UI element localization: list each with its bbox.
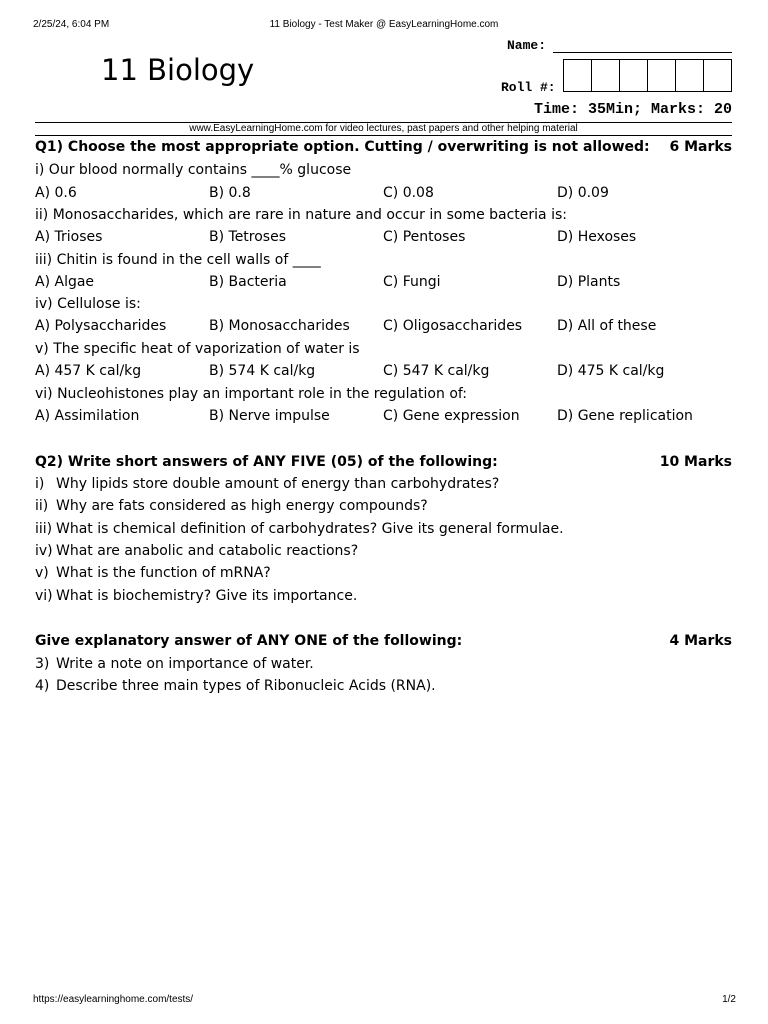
page-number: 1/2: [722, 994, 736, 1005]
print-doc-title: 11 Biology - Test Maker @ EasyLearningHome.com: [269, 19, 499, 30]
question-text: Write a note on importance of water.: [56, 656, 314, 672]
mcq-option: A) 0.6: [35, 185, 77, 201]
mcq-option: B) Monosaccharides: [209, 318, 350, 334]
roll-number-boxes: [564, 59, 732, 92]
mcq-question: i) Our blood normally contains ____% glucose: [35, 162, 352, 178]
mcq-option: C) 0.08: [383, 185, 434, 201]
roll-label: Roll #:: [501, 80, 556, 95]
question-number: iii): [35, 521, 53, 537]
q1-heading: Q1) Choose the most appropriate option. Cutting / overwriting is not allowed:: [35, 139, 650, 155]
mcq-option: C) Oligosaccharides: [383, 318, 523, 334]
mcq-option: A) Algae: [35, 274, 95, 290]
q3-marks: 4 Marks: [669, 633, 732, 649]
long-question: [35, 656, 314, 672]
question-number: ii): [35, 498, 49, 514]
mcq-question: vi) Nucleohistones play an important role in the regulation of:: [35, 386, 468, 402]
question-number: iv): [35, 543, 53, 559]
mcq-question: iv) Cellulose is:: [35, 296, 141, 312]
roll-digit-box[interactable]: [563, 59, 592, 92]
mcq-option: A) 457 K cal/kg: [35, 363, 142, 379]
long-question: [35, 678, 436, 694]
question-text: What is chemical definition of carbohydrates? Give its general formulae.: [56, 521, 564, 537]
roll-digit-box[interactable]: [619, 59, 648, 92]
question-number: i): [35, 476, 45, 492]
mcq-option: C) Fungi: [383, 274, 441, 290]
short-question: [35, 521, 564, 537]
short-question: [35, 588, 357, 604]
question-text: Describe three main types of Ribonucleic Acids (RNA).: [56, 678, 436, 694]
mcq-option: A) Polysaccharides: [35, 318, 167, 334]
mcq-option: D) Hexoses: [557, 229, 637, 245]
mcq-option: C) Gene expression: [383, 408, 520, 424]
mcq-option: C) Pentoses: [383, 229, 466, 245]
short-question: [35, 476, 499, 492]
mcq-option: D) Plants: [557, 274, 621, 290]
mcq-question: ii) Monosaccharides, which are rare in nature and occur in some bacteria is:: [35, 207, 567, 223]
name-label: Name:: [507, 38, 547, 53]
q3-heading: Give explanatory answer of ANY ONE of the following:: [35, 633, 463, 649]
mcq-option: D) All of these: [557, 318, 657, 334]
question-text: Why lipids store double amount of energy than carbohydrates?: [56, 476, 500, 492]
question-text: What are anabolic and catabolic reactions?: [56, 543, 359, 559]
question-number: 3): [35, 656, 50, 672]
question-number: v): [35, 565, 49, 581]
mcq-question: iii) Chitin is found in the cell walls of ____: [35, 252, 321, 268]
print-url: https://easylearninghome.com/tests/: [33, 994, 194, 1005]
roll-digit-box[interactable]: [675, 59, 704, 92]
mcq-option: B) Tetroses: [209, 229, 287, 245]
question-number: 4): [35, 678, 50, 694]
q2-heading-row: [35, 454, 732, 470]
website-banner: www.EasyLearningHome.com for video lectures, past papers and other helping material: [35, 122, 732, 136]
mcq-option: C) 547 K cal/kg: [383, 363, 490, 379]
q1-heading-row: [35, 139, 732, 155]
mcq-option: A) Assimilation: [35, 408, 140, 424]
mcq-option: D) Gene replication: [557, 408, 693, 424]
question-number: vi): [35, 588, 53, 604]
question-text: Why are fats considered as high energy compounds?: [56, 498, 428, 514]
mcq-option: D) 475 K cal/kg: [557, 363, 665, 379]
mcq-option: D) 0.09: [557, 185, 609, 201]
mcq-option: B) 0.8: [209, 185, 251, 201]
q2-heading: Q2) Write short answers of ANY FIVE (05) of the following:: [35, 454, 498, 470]
q3-heading-row: [35, 633, 732, 649]
name-field[interactable]: [553, 52, 732, 53]
roll-digit-box[interactable]: [591, 59, 620, 92]
question-text: What is biochemistry? Give its importance.: [56, 588, 358, 604]
question-text: What is the function of mRNA?: [56, 565, 271, 581]
short-question: [35, 543, 358, 559]
paper-title: 11 Biology: [101, 53, 255, 87]
time-marks: Time: 35Min; Marks: 20: [533, 101, 732, 118]
q2-marks: 10 Marks: [659, 454, 732, 470]
mcq-question: v) The specific heat of vaporization of water is: [35, 341, 360, 357]
mcq-option: B) Bacteria: [209, 274, 287, 290]
mcq-option: B) 574 K cal/kg: [209, 363, 316, 379]
q1-marks: 6 Marks: [669, 139, 732, 155]
roll-digit-box[interactable]: [703, 59, 732, 92]
roll-digit-box[interactable]: [647, 59, 676, 92]
short-question: [35, 565, 271, 581]
mcq-option: B) Nerve impulse: [209, 408, 330, 424]
short-question: [35, 498, 428, 514]
mcq-option: A) Trioses: [35, 229, 103, 245]
print-datetime: 2/25/24, 6:04 PM: [33, 19, 110, 30]
